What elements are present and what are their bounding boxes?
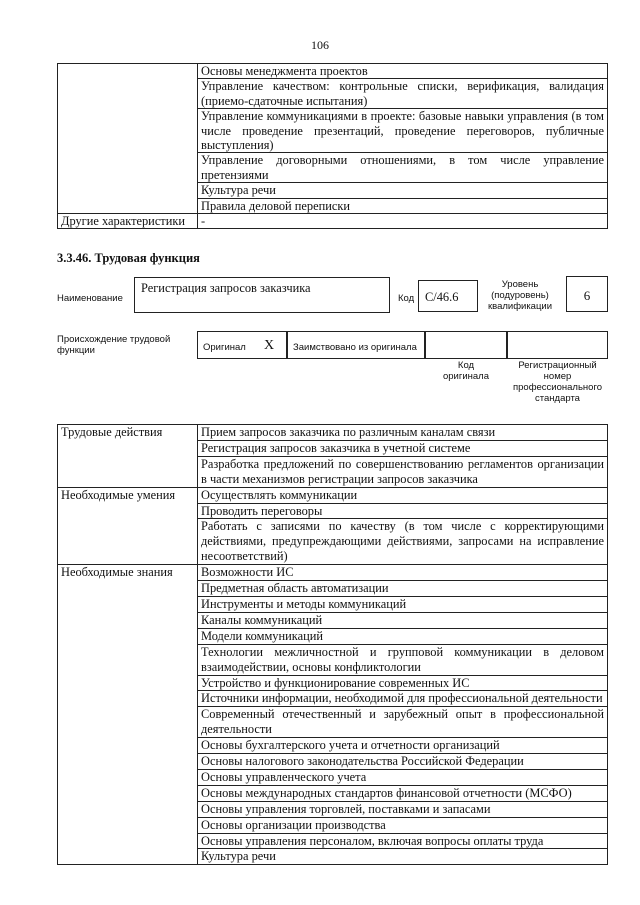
borrowed-box xyxy=(287,331,425,359)
reg-number-caption: Регистрационный номер профессионального стандарта xyxy=(513,360,602,404)
level-label: Уровень (подуровень) квалификации xyxy=(487,279,553,312)
table-row xyxy=(58,214,608,229)
group-label: Необходимые знания xyxy=(58,565,198,865)
group-item: Прием запросов заказчика по различным каналам связи xyxy=(198,425,608,441)
table-row xyxy=(58,425,608,441)
other-characteristics-label: Другие характеристики xyxy=(58,214,198,229)
group-item: Каналы коммуникаций xyxy=(198,612,608,628)
level-box xyxy=(566,276,608,312)
origin-label: Происхождение трудовой функции xyxy=(57,334,171,356)
group-item: Регистрация запросов заказчика в учетной системе xyxy=(198,440,608,456)
code-box xyxy=(418,280,478,312)
section-heading: 3.3.46. Трудовая функция xyxy=(57,251,200,265)
original-box xyxy=(197,331,287,359)
group-item: Инструменты и методы коммуникаций xyxy=(198,596,608,612)
page-number: 106 xyxy=(311,38,329,52)
name-value: Регистрация запросов заказчика xyxy=(141,281,311,295)
group-item: Модели коммуникаций xyxy=(198,628,608,644)
group-item: Осуществлять коммуникации xyxy=(198,487,608,503)
group-item: Современный отечественный и зарубежный опыт в профессиональной деятельности xyxy=(198,707,608,738)
group-item: Основы управленческого учета xyxy=(198,769,608,785)
group-item: Основы международных стандартов финансовой отчетности (МСФО) xyxy=(198,785,608,801)
table-row xyxy=(58,487,608,503)
name-box xyxy=(134,277,390,313)
code-value: С/46.6 xyxy=(425,290,459,304)
original-mark: Х xyxy=(264,338,275,353)
group-label: Трудовые действия xyxy=(58,425,198,488)
knowledge-item: Основы менеджмента проектов xyxy=(198,64,608,79)
group-item: Основы организации производства xyxy=(198,817,608,833)
group-item: Основы бухгалтерского учета и отчетности организаций xyxy=(198,738,608,754)
borrowed-label: Заимствовано из оригинала xyxy=(293,342,417,353)
group-item: Основы управления торговлей, поставками и запасами xyxy=(198,801,608,817)
knowledge-item: Управление коммуникациями в проекте: базовые навыки управления (в том числе проведение презентаций, проведение переговоров, публичные выступления) xyxy=(198,109,608,153)
group-item: Разработка предложений по совершенствованию регламентов организации в части механизмов регистрации запросов заказчика xyxy=(198,456,608,487)
table-row xyxy=(58,64,608,79)
group-item: Устройство и функционирование современных ИС xyxy=(198,675,608,691)
original-label: Оригинал xyxy=(203,342,246,353)
group-item: Проводить переговоры xyxy=(198,503,608,519)
group-label: Необходимые умения xyxy=(58,487,198,565)
group-item: Возможности ИС xyxy=(198,565,608,581)
group-item: Работать с записями по качеству (в том числе с корректирующими действиями, предупреждающими действиями, запросами на исправление несоответствий) xyxy=(198,519,608,565)
knowledge-item: Управление договорными отношениями, в том числе управление претензиями xyxy=(198,153,608,183)
knowledge-item: Правила деловой переписки xyxy=(198,198,608,213)
group-item: Основы налогового законодательства Российской Федерации xyxy=(198,754,608,770)
group-item: Культура речи xyxy=(198,849,608,865)
labor-function-table xyxy=(57,424,608,865)
knowledge-item: Управление качеством: контрольные списки, верификация, валидация (приемо-сдаточные испытания) xyxy=(198,79,608,109)
other-characteristics-value: - xyxy=(198,214,608,229)
code-label: Код xyxy=(398,293,415,304)
level-value: 6 xyxy=(583,288,591,303)
reg-number-box xyxy=(507,331,608,359)
knowledge-item: Культура речи xyxy=(198,183,608,198)
code-original-caption: Код оригинала xyxy=(442,360,489,382)
group-item: Основы управления персоналом, включая вопросы оплаты труда xyxy=(198,833,608,849)
group-item: Предметная область автоматизации xyxy=(198,581,608,597)
name-label: Наименование xyxy=(57,293,123,304)
group-label-empty xyxy=(58,64,198,214)
code-original-box xyxy=(425,331,507,359)
knowledge-continuation-table xyxy=(57,63,608,229)
table-row xyxy=(58,565,608,581)
group-item: Технологии межличностной и групповой коммуникации в деловом взаимодействии, основы конфликтологии xyxy=(198,644,608,675)
group-item: Источники информации, необходимой для профессиональной деятельности xyxy=(198,691,608,707)
